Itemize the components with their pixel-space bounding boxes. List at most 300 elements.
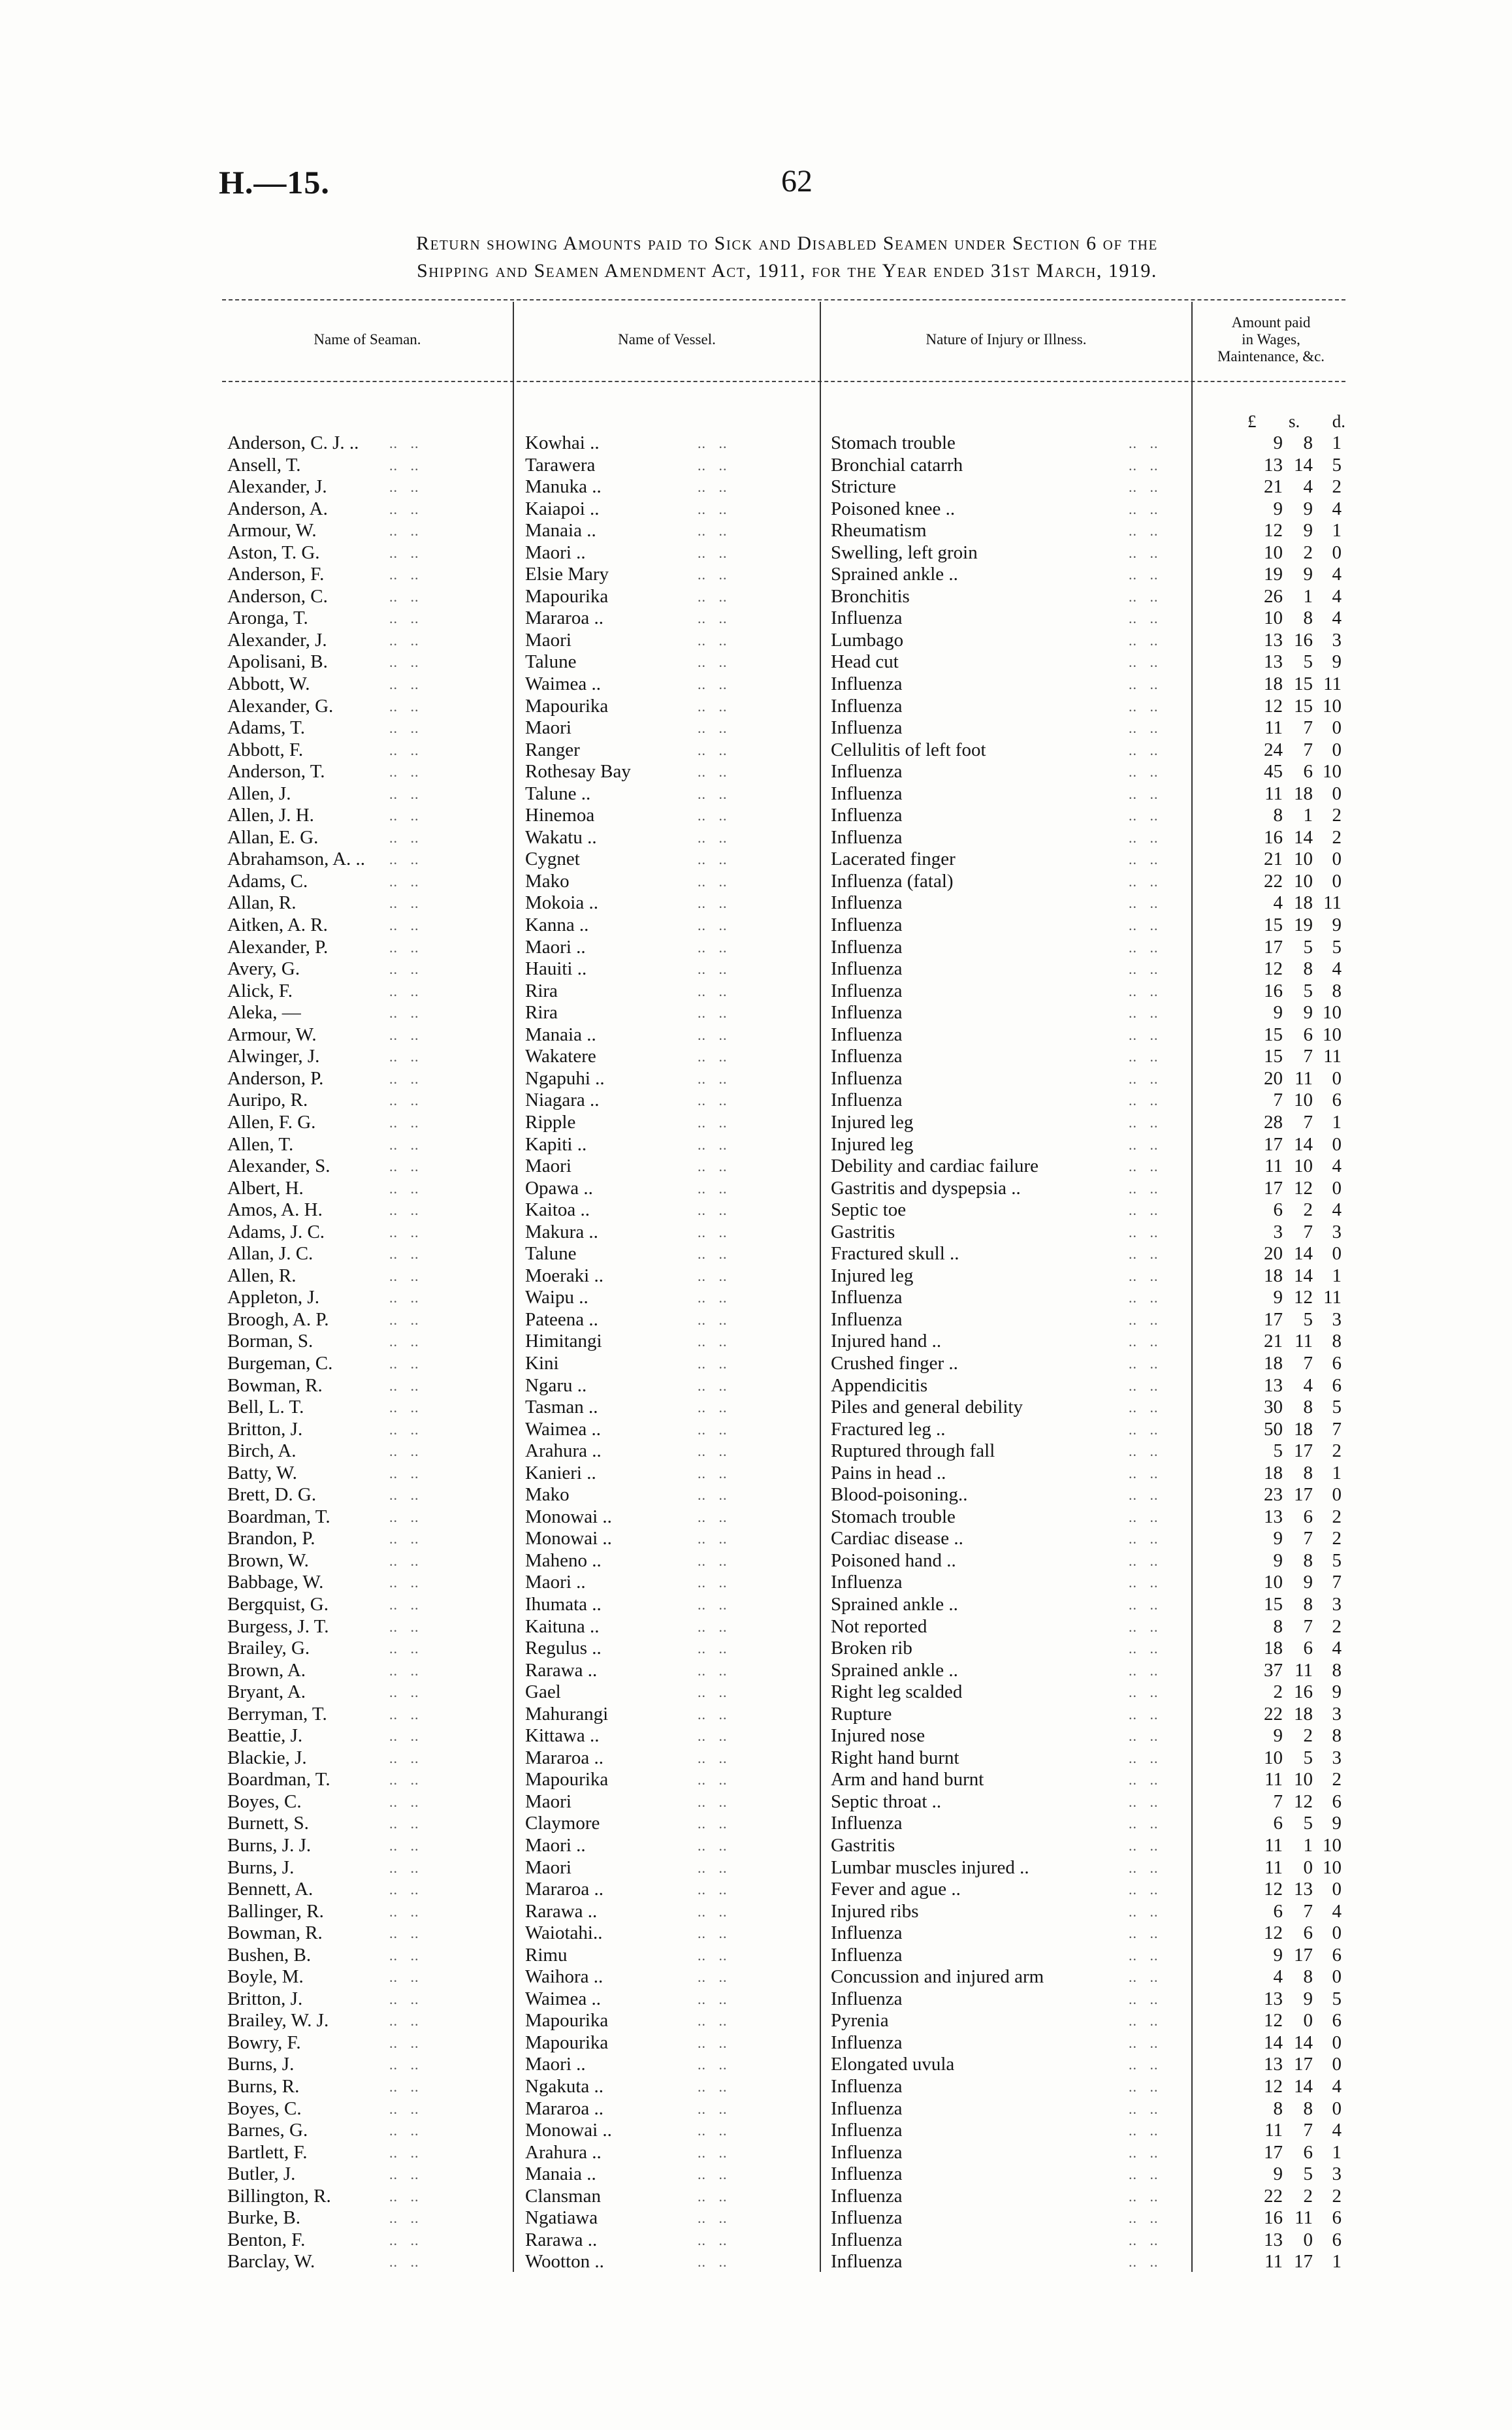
dot-leader — [389, 1988, 448, 2011]
amount-pounds: 11 — [1264, 717, 1283, 739]
vessel-name: Waiotahi.. — [525, 1922, 603, 1944]
table-row — [227, 2054, 1351, 2076]
table-row — [227, 1463, 1351, 1485]
seaman-name: Adams, C. — [227, 870, 308, 892]
amount-pence: 4 — [1332, 1199, 1342, 1221]
amount-pounds: 16 — [1264, 826, 1283, 848]
amount-pence: 11 — [1323, 1046, 1342, 1067]
title-line-1: Return showing Amounts paid to Sick and Disabled Seamen under Section 6 of the — [416, 233, 1158, 254]
dot-leader — [1129, 432, 1174, 455]
table-row — [227, 1024, 1351, 1046]
vessel-name: Ngaru .. — [525, 1374, 587, 1396]
dot-leader — [1129, 2076, 1174, 2098]
table-row — [227, 1681, 1351, 1704]
amount-pence: 0 — [1332, 1484, 1342, 1506]
table-row — [227, 696, 1351, 718]
header-amount-line-2: in Wages, — [1242, 331, 1300, 348]
injury-description: Influenza — [831, 2185, 903, 2207]
table-row — [227, 827, 1351, 849]
amount-pounds: 15 — [1264, 1593, 1283, 1615]
amount-pounds: 17 — [1264, 2141, 1283, 2163]
amount-pounds: 11 — [1264, 2251, 1283, 2273]
dot-leader — [698, 761, 756, 783]
vessel-name: Talune — [525, 1243, 577, 1265]
injury-description: Rupture — [831, 1703, 892, 1725]
dot-leader — [389, 739, 448, 762]
vessel-name: Monowai .. — [525, 1506, 612, 1527]
seaman-name: Bowman, R. — [227, 1374, 323, 1396]
seaman-name: Bennett, A. — [227, 1879, 314, 1900]
vessel-name: Rothesay Bay — [525, 761, 631, 783]
dot-leader — [389, 1090, 448, 1112]
amount-pence: 10 — [1323, 695, 1342, 717]
seaman-name: Britton, J. — [227, 1988, 303, 2009]
table-row — [227, 1068, 1351, 1090]
dot-leader — [1129, 783, 1174, 805]
seaman-name: Alwinger, J. — [227, 1046, 320, 1067]
vessel-name: Elsie Mary — [525, 564, 609, 585]
seaman-name: Burgess, J. T. — [227, 1615, 329, 1637]
dot-leader — [698, 651, 756, 673]
seaman-name: Benton, F. — [227, 2229, 306, 2250]
dot-leader — [389, 915, 448, 937]
dot-leader — [1129, 1134, 1174, 1156]
amount-pence: 0 — [1332, 2054, 1342, 2075]
table-row — [227, 717, 1351, 739]
amount-pounds: 21 — [1264, 1331, 1283, 1352]
amount-pence: 6 — [1332, 1790, 1342, 1812]
seaman-name: Allen, T. — [227, 1133, 294, 1155]
seaman-name: Burgeman, C. — [227, 1352, 333, 1374]
table-row — [227, 2229, 1351, 2252]
dot-leader — [1129, 2098, 1174, 2120]
header-amount-line-1: Amount paid — [1231, 314, 1311, 331]
injury-description: Lacerated finger — [831, 849, 956, 870]
dot-leader — [698, 1506, 756, 1529]
amount-shillings: 5 — [1303, 980, 1313, 1001]
injury-description: Fever and ague .. — [831, 1879, 961, 1900]
dot-leader — [389, 849, 448, 871]
amount-shillings: 16 — [1294, 629, 1313, 651]
seaman-name: Brown, A. — [227, 1659, 306, 1681]
amount-pounds: 13 — [1264, 454, 1283, 476]
table-row — [227, 1945, 1351, 1967]
amount-pounds: 11 — [1264, 1156, 1283, 1177]
dot-leader — [389, 1922, 448, 1945]
dot-leader — [1129, 2010, 1174, 2032]
vessel-name: Maori — [525, 1156, 571, 1177]
header-nature-of-injury: Nature of Injury or Illness. — [925, 331, 1087, 348]
amount-pounds: 9 — [1273, 1002, 1283, 1024]
amount-shillings: 10 — [1294, 1769, 1313, 1790]
amount-shillings: 14 — [1294, 826, 1313, 848]
seaman-name: Abbott, W. — [227, 673, 310, 695]
table-row — [227, 1046, 1351, 1068]
amount-shillings: 5 — [1303, 1747, 1313, 1768]
vessel-name: Makura .. — [525, 1221, 598, 1242]
amount-pounds: 8 — [1273, 1615, 1283, 1637]
seaman-name: Alexander, J. — [227, 629, 327, 651]
dot-leader — [1129, 2054, 1174, 2076]
dot-leader — [1129, 1966, 1174, 1988]
table-row — [227, 1747, 1351, 1770]
amount-pounds: 17 — [1264, 1308, 1283, 1330]
vessel-name: Ngakuta .. — [525, 2076, 603, 2098]
amount-shillings: 9 — [1303, 564, 1313, 585]
amount-shillings: 7 — [1303, 1111, 1313, 1133]
amount-pence: 5 — [1332, 1397, 1342, 1418]
seaman-name: Bowry, F. — [227, 2032, 301, 2053]
table-row — [227, 1484, 1351, 1506]
table-row — [227, 1966, 1351, 1988]
injury-description: Influenza — [831, 2229, 903, 2250]
amount-pence: 0 — [1332, 1879, 1342, 1900]
amount-pence: 2 — [1332, 826, 1342, 848]
amount-shillings: 10 — [1294, 870, 1313, 892]
amount-pounds: 11 — [1264, 783, 1283, 804]
dot-leader — [389, 2186, 448, 2208]
amount-pounds: 22 — [1264, 1703, 1283, 1725]
dot-leader — [389, 1331, 448, 1353]
injury-description: Septic throat .. — [831, 1790, 942, 1812]
amount-pounds: 20 — [1264, 1067, 1283, 1089]
amount-shillings: 0 — [1303, 2010, 1313, 2032]
seaman-name: Aronga, T. — [227, 608, 308, 629]
amount-pence: 3 — [1332, 629, 1342, 651]
table-row — [227, 1134, 1351, 1156]
amount-shillings: 19 — [1294, 915, 1313, 936]
injury-description: Gastritis and dyspepsia .. — [831, 1177, 1021, 1199]
seaman-name: Bell, L. T. — [227, 1397, 304, 1418]
amount-shillings: 10 — [1294, 849, 1313, 870]
amount-pence: 4 — [1332, 1638, 1342, 1659]
vessel-name: Rarawa .. — [525, 2229, 598, 2250]
dot-leader — [389, 1419, 448, 1441]
seaman-name: Ballinger, R. — [227, 1900, 324, 1922]
table-row — [227, 2032, 1351, 2054]
injury-description: Stricture — [831, 476, 896, 498]
dot-leader — [389, 2010, 448, 2032]
amount-shillings: 14 — [1294, 454, 1313, 476]
dot-leader — [1129, 2142, 1174, 2164]
injury-description: Influenza — [831, 1002, 903, 1024]
table-row — [227, 783, 1351, 805]
dot-leader — [1129, 2207, 1174, 2229]
dot-leader — [698, 1024, 756, 1046]
vessel-name: Rarawa .. — [525, 1659, 598, 1681]
dot-leader — [698, 1901, 756, 1923]
dot-leader — [1129, 696, 1174, 718]
seaman-name: Anderson, P. — [227, 1067, 324, 1089]
dot-leader — [698, 1813, 756, 1835]
dot-leader — [389, 2054, 448, 2076]
seaman-name: Bergquist, G. — [227, 1593, 329, 1615]
dot-leader — [389, 1638, 448, 1660]
seaman-name: Anderson, A. — [227, 498, 328, 519]
seaman-name: Alexander, P. — [227, 936, 329, 958]
injury-description: Influenza — [831, 1067, 903, 1089]
dot-leader — [389, 1397, 448, 1419]
injury-description: Influenza — [831, 1024, 903, 1045]
table-row — [227, 1901, 1351, 1923]
seaman-name: Brett, D. G. — [227, 1484, 317, 1506]
table-row — [227, 1309, 1351, 1331]
vessel-name: Mapourika — [525, 695, 609, 717]
dot-leader — [389, 761, 448, 783]
amount-pence: 2 — [1332, 1615, 1342, 1637]
vessel-name: Maori — [525, 717, 571, 739]
seaman-name: Boyes, C. — [227, 2098, 302, 2119]
page-number: 62 — [781, 164, 812, 199]
amount-shillings: 14 — [1294, 1265, 1313, 1286]
vessel-name: Tasman .. — [525, 1397, 598, 1418]
seaman-name: Burke, B. — [227, 2207, 300, 2229]
amount-shillings: 17 — [1294, 1484, 1313, 1506]
dot-leader — [698, 1243, 756, 1265]
injury-description: Poisoned knee .. — [831, 498, 956, 519]
amount-pence: 3 — [1332, 1308, 1342, 1330]
amount-pence: 11 — [1323, 673, 1342, 695]
injury-description: Influenza — [831, 2032, 903, 2053]
injury-description: Influenza — [831, 2141, 903, 2163]
dot-leader — [698, 1419, 756, 1441]
amount-pence: 1 — [1332, 1462, 1342, 1483]
amount-shillings: 12 — [1294, 1177, 1313, 1199]
table-row — [227, 2098, 1351, 2120]
dot-leader — [389, 455, 448, 477]
amount-pence: 1 — [1332, 432, 1342, 453]
amount-pence: 2 — [1332, 1506, 1342, 1527]
injury-description: Influenza — [831, 1090, 903, 1111]
dot-leader — [389, 937, 448, 959]
amount-pounds: 4 — [1273, 1966, 1283, 1988]
dot-leader — [389, 1835, 448, 1857]
dot-leader — [1129, 2251, 1174, 2273]
table-row — [227, 564, 1351, 586]
table-row — [227, 586, 1351, 608]
injury-description: Influenza — [831, 761, 903, 783]
dot-leader — [698, 498, 756, 521]
amount-pounds: 10 — [1264, 608, 1283, 629]
dot-leader — [698, 1945, 756, 1967]
dot-leader — [698, 1725, 756, 1747]
amount-shillings: 6 — [1303, 2141, 1313, 2163]
seaman-name: Boardman, T. — [227, 1506, 330, 1527]
dot-leader — [389, 1046, 448, 1068]
dot-leader — [1129, 1463, 1174, 1485]
dot-leader — [698, 608, 756, 630]
amount-pounds: 8 — [1273, 2098, 1283, 2119]
seaman-name: Boyle, M. — [227, 1966, 304, 1988]
header-amount-line-3: Maintenance, &c. — [1217, 348, 1325, 364]
dot-leader — [1129, 2032, 1174, 2054]
dot-leader — [698, 586, 756, 608]
injury-description: Influenza — [831, 2163, 903, 2185]
amount-shillings: 15 — [1294, 673, 1313, 695]
dot-leader — [698, 2032, 756, 2054]
seaman-name: Burns, J. J. — [227, 1835, 312, 1856]
table-row — [227, 2142, 1351, 2164]
amount-shillings: 7 — [1303, 1900, 1313, 1922]
table-row — [227, 958, 1351, 980]
dot-leader — [1129, 1419, 1174, 1441]
amount-pence: 3 — [1332, 1747, 1342, 1768]
amount-shillings: 5 — [1303, 1308, 1313, 1330]
injury-description: Injured ribs — [831, 1900, 919, 1922]
header-name-of-seaman: Name of Seaman. — [314, 331, 421, 348]
vessel-name: Mararoa .. — [525, 2098, 603, 2119]
injury-description: Influenza — [831, 826, 903, 848]
dot-leader — [1129, 958, 1174, 980]
injury-description: Head cut — [831, 651, 899, 673]
table-row — [227, 1725, 1351, 1747]
amount-shillings: 14 — [1294, 1243, 1313, 1265]
injury-description: Not reported — [831, 1615, 927, 1637]
amount-pounds: 3 — [1273, 1221, 1283, 1242]
table-row — [227, 1835, 1351, 1857]
dot-leader — [698, 1178, 756, 1200]
table-row — [227, 2120, 1351, 2142]
dot-leader — [1129, 2186, 1174, 2208]
vessel-name: Mapourika — [525, 2010, 609, 2032]
injury-description: Fractured leg .. — [831, 1418, 946, 1440]
amount-shillings: 17 — [1294, 2054, 1313, 2075]
dot-leader — [389, 1440, 448, 1463]
vessel-name: Talune .. — [525, 783, 591, 804]
seaman-name: Auripo, R. — [227, 1090, 308, 1111]
dot-leader — [698, 849, 756, 871]
amount-pence: 1 — [1332, 1111, 1342, 1133]
dot-leader — [1129, 455, 1174, 477]
amount-pence: 11 — [1323, 1287, 1342, 1308]
dot-leader — [1129, 542, 1174, 564]
seaman-name: Boardman, T. — [227, 1769, 330, 1790]
amount-shillings: 6 — [1303, 1024, 1313, 1045]
amount-pence: 0 — [1332, 849, 1342, 870]
amount-pounds: 13 — [1264, 2229, 1283, 2250]
dot-leader — [698, 1704, 756, 1726]
dot-leader — [389, 1112, 448, 1134]
dot-leader — [698, 1484, 756, 1506]
table-header-rule — [222, 381, 1345, 382]
table-row — [227, 1550, 1351, 1572]
dot-leader — [1129, 1528, 1174, 1550]
table-row — [227, 2076, 1351, 2098]
dot-leader — [1129, 1681, 1174, 1704]
amount-shillings: 11 — [1295, 2207, 1313, 2229]
amount-shillings: 7 — [1303, 2120, 1313, 2141]
vessel-name: Wakatu .. — [525, 826, 597, 848]
seaman-name: Adams, J. C. — [227, 1221, 325, 1242]
dot-leader — [698, 1265, 756, 1288]
amount-shillings: 11 — [1295, 1331, 1313, 1352]
amount-pence: 9 — [1332, 651, 1342, 673]
injury-description: Injured leg — [831, 1133, 914, 1155]
dot-leader — [389, 2032, 448, 2054]
dot-leader — [698, 1769, 756, 1791]
dot-leader — [389, 1463, 448, 1485]
vessel-name: Manaia .. — [525, 1024, 596, 1045]
dot-leader — [389, 892, 448, 915]
header-amount-paid — [1193, 300, 1349, 379]
amount-pence: 6 — [1332, 1090, 1342, 1111]
dot-leader — [1129, 1879, 1174, 1901]
amount-pounds: 18 — [1264, 1638, 1283, 1659]
dot-leader — [1129, 892, 1174, 915]
dot-leader — [1129, 1199, 1174, 1222]
amount-pence: 10 — [1323, 1835, 1342, 1856]
dot-leader — [698, 630, 756, 652]
amount-pence: 1 — [1332, 2251, 1342, 2273]
dot-leader — [698, 1857, 756, 1879]
vessel-name: Maori .. — [525, 1835, 586, 1856]
dot-leader — [698, 432, 756, 455]
table-row — [227, 673, 1351, 696]
amount-pounds: 6 — [1273, 1813, 1283, 1834]
dot-leader — [389, 1813, 448, 1835]
amount-pounds: 17 — [1264, 1177, 1283, 1199]
vessel-name: Talune — [525, 651, 577, 673]
dot-leader — [1129, 498, 1174, 521]
vessel-name: Mako — [525, 1484, 570, 1506]
dot-leader — [698, 1199, 756, 1222]
seaman-name: Allan, J. C. — [227, 1243, 314, 1265]
injury-description: Pyrenia — [831, 2010, 889, 2032]
amount-shillings: 9 — [1303, 498, 1313, 519]
amount-shillings: 15 — [1294, 695, 1313, 717]
table-row — [227, 1353, 1351, 1375]
dot-leader — [389, 1353, 448, 1375]
injury-description: Influenza — [831, 2120, 903, 2141]
table-row — [227, 1243, 1351, 1265]
dot-leader — [1129, 937, 1174, 959]
dot-leader — [1129, 1353, 1174, 1375]
dot-leader — [1129, 1484, 1174, 1506]
injury-description: Cardiac disease .. — [831, 1528, 963, 1549]
amount-shillings: 7 — [1303, 1221, 1313, 1242]
seaman-name: Allan, R. — [227, 892, 297, 914]
amount-pence: 3 — [1332, 1593, 1342, 1615]
dot-leader — [1129, 827, 1174, 849]
vessel-name: Moeraki .. — [525, 1265, 603, 1286]
table-row — [227, 1857, 1351, 1879]
table-row — [227, 498, 1351, 521]
amount-pence: 8 — [1332, 1659, 1342, 1681]
dot-leader — [698, 2207, 756, 2229]
dot-leader — [1129, 871, 1174, 893]
dot-leader — [698, 1835, 756, 1857]
dot-leader — [1129, 586, 1174, 608]
seaman-name: Britton, J. — [227, 1418, 303, 1440]
vessel-name: Manuka .. — [525, 476, 602, 498]
seaman-name: Allen, F. G. — [227, 1111, 316, 1133]
injury-description: Sprained ankle .. — [831, 1593, 958, 1615]
injury-description: Bronchial catarrh — [831, 454, 963, 476]
dot-leader — [389, 1879, 448, 1901]
dot-leader — [698, 2229, 756, 2252]
amount-shillings: 11 — [1295, 1659, 1313, 1681]
seaman-name: Anderson, C. J. .. — [227, 432, 359, 453]
seaman-name: Aleka, — — [227, 1002, 301, 1024]
vessel-name: Regulus .. — [525, 1638, 602, 1659]
dot-leader — [698, 1594, 756, 1616]
amount-shillings: 12 — [1294, 1287, 1313, 1308]
seaman-name: Abrahamson, A. .. — [227, 849, 366, 870]
vessel-name: Monowai .. — [525, 1528, 612, 1549]
dot-leader — [389, 1572, 448, 1594]
amount-pounds: 7 — [1273, 1790, 1283, 1812]
vessel-name: Arahura .. — [525, 2141, 602, 2163]
